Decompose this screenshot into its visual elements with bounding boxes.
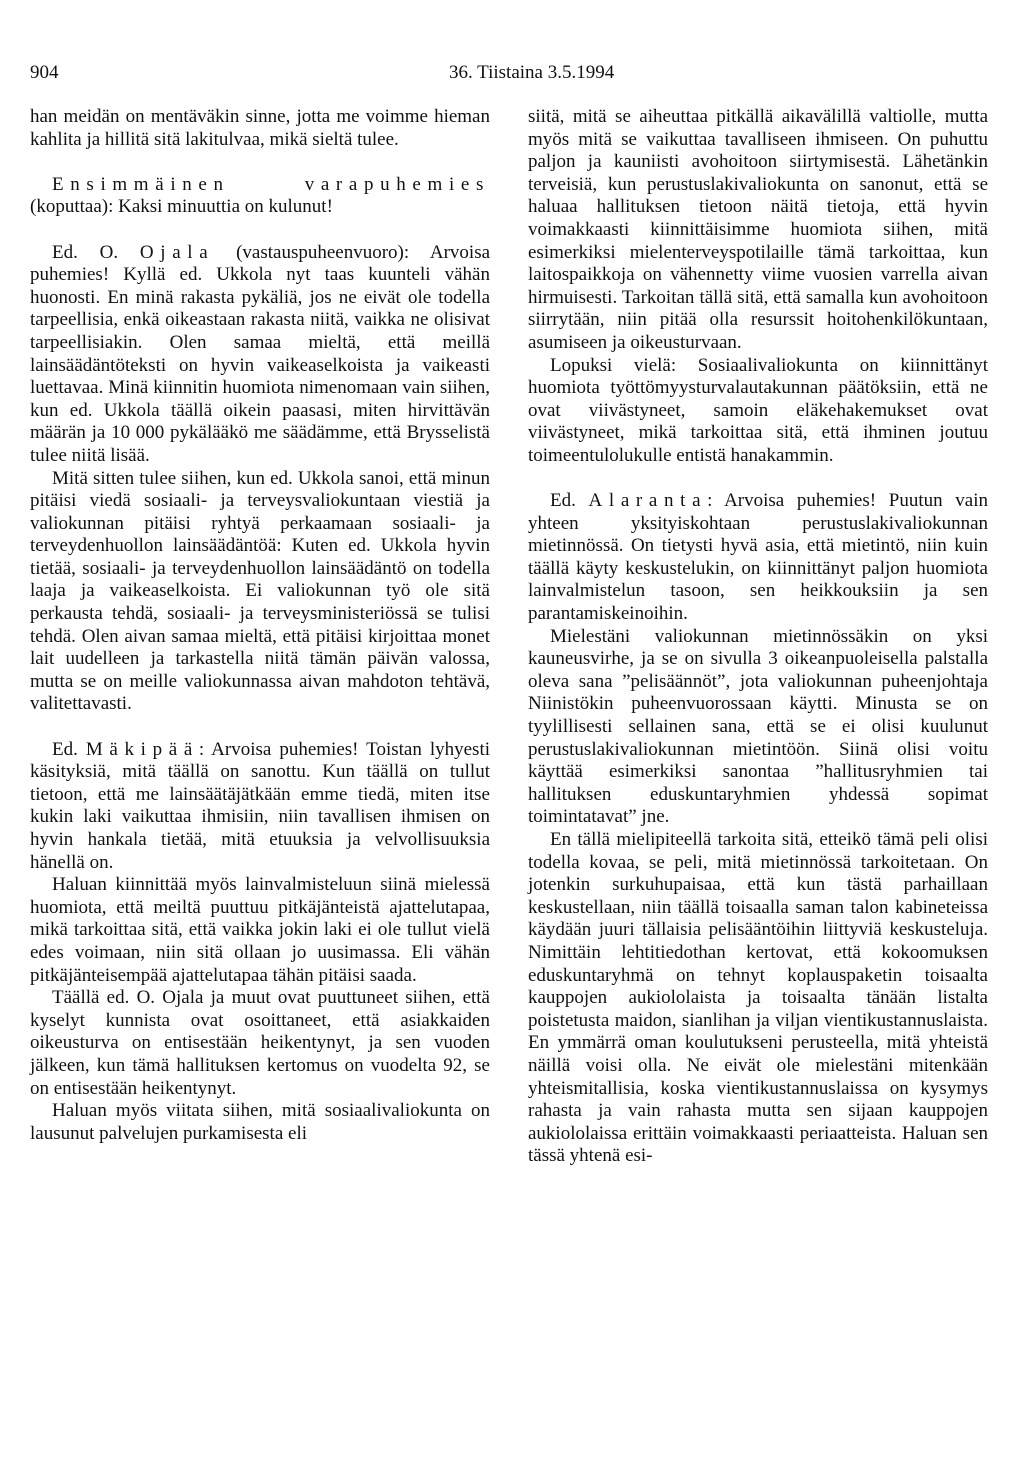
paragraph: Lopuksi vielä: Sosiaalivaliokunta on kiinnittänyt huomiota työttömyysturvalautakunnan päätöksiin, että ne ovat viivästyneet, samoin eläkehakemukset ovat viivästyneet, mikä tarkoittaa sitä, että ihminen joutuu toimeentulolukulle entistä hanakammin. [528, 354, 988, 466]
speaker-paragraph [30, 739, 490, 875]
page-number: 904 [30, 62, 59, 83]
speaker-text: (koputtaa): Kaksi minuuttia on kulunut! [30, 196, 333, 218]
paragraph: Mielestäni valiokunnan mietinnössäkin on yksi kauneusvirhe, ja se on sivulla 3 oikeanpuoleisella palstalla oleva sana ”pelisäännöt”, jota valiokunnan puheenjohtaja Niinistökin puheenvuorossaan käytti. Minusta se on tyylillisesti sellainen sana, että se ei olisi kuulunut perustuslakivaliokunnan mietintöön. Siinä olisi voitu käyttää esimerkiksi sanontaa ”hallitusryhmien tai hallituksen eduskuntaryhmien yhdessä sopimat toimintatavat” jne. [528, 625, 988, 828]
speaker-text: : Arvoisa puhemies! Toistan lyhyesti käsityksiä, mitä täällä on sanottu. Kun täällä on tullut tietoon, että me lainsäätäjätkään emme tiedä, miten itse kukin laki vaikuttaa ihmisiin, niin tavallisen ihmisen on hyvin hankala tietää, mitä etuuksia ja velvollisuuksia hänellä on. [30, 738, 491, 873]
speaker-prefix: Ed. [550, 490, 576, 512]
speaker-paragraph [30, 242, 490, 468]
right-column [528, 106, 988, 1168]
speaker-name: Ensimmäinen varapuhemies [52, 173, 490, 195]
paragraph: Täällä ed. O. Ojala ja muut ovat puuttuneet siihen, että kyselyt kunnista ovat osoittaneet, että asiakkaiden oikeusturva on entisestään heikentynyt, ja sen vuoden jälkeen, kun tämä hallituksen kertomus on vuodelta 92, se on entisestään heikentynyt. [30, 987, 490, 1099]
speaker-text: (vastauspuheenvuoro): Arvoisa puhemies! Kyllä ed. Ukkola nyt taas kuunteli vähän huonosti. En minä rakasta pykäliä, jos ne eivät ole todella tarpeellisia, enkä oikeastaan rakasta niitä, vaikka ne olisivat tarpeellisiakin. Olen samaa mieltä, että meillä lainsäädäntöteksti on hyvin vaikeaselkoista ja vaikeasti luettavaa. Minä kiinnitin huomiota nimenomaan vain siihen, kun ed. Ukkola täällä oikein paasasi, miten hirvittävän määrän ja 10 000 pykälääkö me säädämme, että Brysselistä tulee niitä lisää. [30, 241, 491, 466]
speaker-prefix: Ed. O. [52, 241, 119, 263]
running-head: 36. Tiistaina 3.5.1994 [449, 62, 615, 83]
paragraph: Haluan kiinnittää myös lainvalmisteluun siinä mielessä huomiota, että meiltä puuttuu pitkäjänteistä ajattelutapaa, mikä tarkoittaa sitä, että vaikka jokin laki ei ole tullut vielä edes voimaan, niin sitä ollaan jo uusimassa. Eli vähän pitkäjänteisempää ajattelutapaa tähän pitäisi saada. [30, 874, 490, 986]
paragraph: siitä, mitä se aiheuttaa pitkällä aikavälillä valtiolle, mutta myös mitä se vaikuttaa tavalliseen ihmiseen. On puhuttu paljon ja kauniisti avohoitoon siirtymisestä. Lähetänkin terveisiä, kun perustuslakivaliokunta on sanonut, että se haluaa hallituksen tietoon näitä tietoja, että hyvin voimakkaasti kiinnittäisimme huomiota siihen, mitä esimerkiksi mielenterveyspotilaille tämä tarkoittaa, kun laitospaikkoja on vähennetty viime vuosien varrella aivan hirmuisesti. Tarkoitan tällä sitä, että samalla kun avohoitoon siirrytään, niin pitää olla resurssit hoitohenkilökuntaan, asumiseen ja oikeusturvaan. [528, 106, 988, 353]
speaker-name: Alaranta [588, 490, 708, 512]
speaker-name: Ojala [139, 241, 215, 263]
paragraph: han meidän on mentäväkin sinne, jotta me voimme hieman kahlita ja hillitä sitä lakitulvaa, mikä sieltä tulee. [30, 106, 490, 150]
speaker-paragraph [528, 490, 988, 626]
paragraph: Haluan myös viitata siihen, mitä sosiaalivaliokunta on lausunut palvelujen purkamisesta eli [30, 1100, 490, 1144]
paragraph: En tällä mielipiteellä tarkoita sitä, etteikö tämä peli olisi todella kovaa, se peli, mitä mietinnössä tarkoitetaan. On jotenkin surkuhupaisaa, että kun tästä parhaillaan keskustellaan, niin täällä toisaalla saman talon kabineteissa käydään juuri tällaisia pelisääntöihin liittyviä keskusteluja. Nimittäin lehtitiedothan kertovat, että kokoomuksen eduskuntaryhmä on tehnyt koplauspaketin toisaalta kauppojen aukiololaista ja toisaalta tänään listalta poistetusta maidon, sianlihan ja viljan vientikustannuslaista. En ymmärrä oman koulutukseni perusteella, mitä yhteistä näillä voisi olla. Ne eivät ole mielestäni mitenkään yhteismitallisia, koska vientikustannuslaissa on kysymys rahasta ja vain rahasta mutta sen sijaan kauppojen aukiololaissa erittäin voimakkaasti periaatteista. Haluan sen tässä yhtenä esi- [528, 829, 988, 1167]
speaker-prefix: Ed. [52, 738, 78, 760]
speaker-text: : Arvoisa puhemies! Puutun vain yhteen yksityiskohtaan perustuslakivaliokunnan mietinnössä. On tietysti hyvä asia, että mietintö, niin kuin täällä käyty keskustelukin, on kiinnittänyt paljon huomiota lainvalmistelun tasoon, sen heikkouksiin ja sen parantamiskeinoihin. [528, 490, 988, 625]
page-header [30, 62, 996, 86]
left-column [30, 106, 490, 1145]
speaker-name: Mäkipää [85, 738, 199, 760]
paragraph: Mitä sitten tulee siihen, kun ed. Ukkola sanoi, että minun pitäisi viedä sosiaali- ja terveysvaliokuntaan viestiä ja valiokunnan pitäisi ryhtyä perkaamaan sosiaali- ja terveydenhuollon lainsäädäntöä: Kuten ed. Ukkola hyvin tietää, sosiaali- ja terveydenhuollon lainsäädäntö on todella laaja ja vaikeaselkoista. Ei valiokunnan työ ole sitä perkausta tehdä, sosiaali- ja terveysministeriössä se tulisi tehdä. Olen aivan samaa mieltä, että pitäisi kirjoittaa monet lait uudelleen ja tarkastella niitä tämän päivän valossa, mutta se on meille valiokunnassa aivan mahdoton tehtävä, valitettavasti. [30, 467, 490, 715]
speaker-paragraph [30, 174, 490, 219]
